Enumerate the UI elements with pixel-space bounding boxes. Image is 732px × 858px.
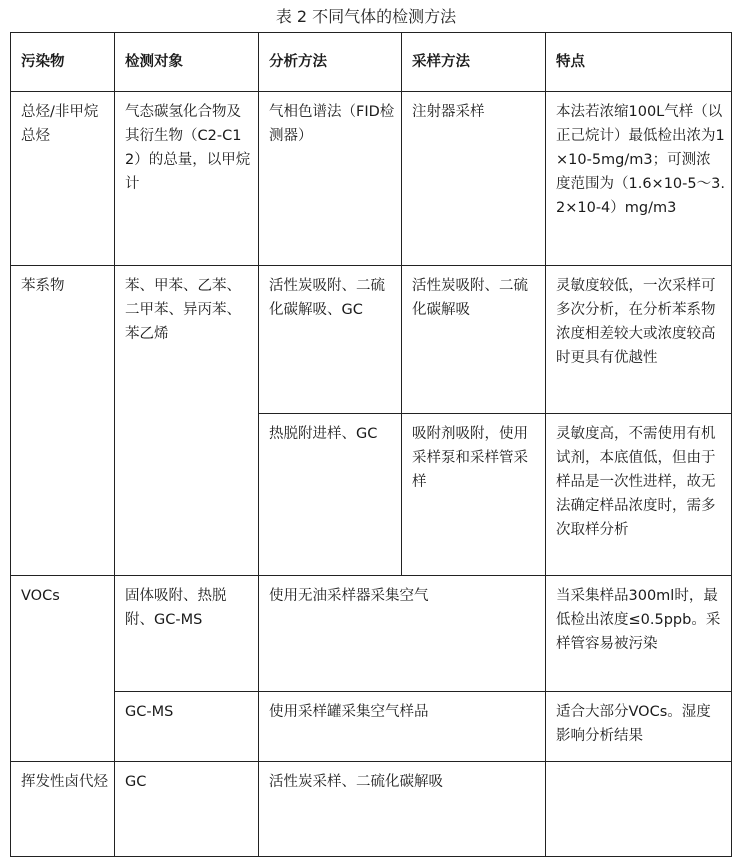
cell-pollutant: 苯系物 xyxy=(11,266,115,576)
cell-sampling: 吸附剂吸附，使用采样泵和采样管采样 xyxy=(402,414,546,576)
cell-target: 固体吸附、热脱附、GC-MS xyxy=(115,576,259,692)
cell-feature: 当采集样品300ml时，最低检出浓度≤0.5ppb。采样管容易被污染 xyxy=(546,576,732,692)
cell-sampling: 活性炭吸附、二硫化碳解吸 xyxy=(402,266,546,414)
header-sampling: 采样方法 xyxy=(402,33,546,92)
header-feature: 特点 xyxy=(546,33,732,92)
header-analysis: 分析方法 xyxy=(259,33,402,92)
table-row xyxy=(11,692,732,762)
header-pollutant: 污染物 xyxy=(11,33,115,92)
cell-method: 活性炭采样、二硫化碳解吸 xyxy=(259,762,546,857)
cell-method: 使用采样罐采集空气样品 xyxy=(259,692,546,762)
cell-feature: 本法若浓缩100L气样（以正己烷计）最低检出浓为1×10-5mg/m3；可测浓度范围为（1.6×10-5～3.2×10-4）mg/m3 xyxy=(546,92,732,266)
cell-target: GC xyxy=(115,762,259,857)
table-row xyxy=(11,92,732,266)
cell-analysis: 气相色谱法（FID检测器） xyxy=(259,92,402,266)
header-target: 检测对象 xyxy=(115,33,259,92)
table-row xyxy=(11,762,732,857)
table-caption: 表 2 不同气体的检测方法 xyxy=(275,7,457,26)
cell-target: 苯、甲苯、乙苯、二甲苯、异丙苯、苯乙烯 xyxy=(115,266,259,576)
table-row xyxy=(11,576,732,692)
cell-pollutant: 挥发性卤代烃 xyxy=(11,762,115,857)
cell-feature xyxy=(546,762,732,857)
cell-sampling: 注射器采样 xyxy=(402,92,546,266)
cell-method: 使用无油采样器采集空气 xyxy=(259,576,546,692)
cell-feature: 适合大部分VOCs。湿度影响分析结果 xyxy=(546,692,732,762)
cell-analysis: 活性炭吸附、二硫化碳解吸、GC xyxy=(259,266,402,414)
cell-target: GC-MS xyxy=(115,692,259,762)
cell-pollutant: VOCs xyxy=(11,576,115,762)
cell-feature: 灵敏度高，不需使用有机试剂，本底值低，但由于样品是一次性进样，故无法确定样品浓度时，需多次取样分析 xyxy=(546,414,732,576)
cell-analysis: 热脱附进样、GC xyxy=(259,414,402,576)
detection-methods-table xyxy=(10,32,732,857)
cell-pollutant: 总烃/非甲烷总烃 xyxy=(11,92,115,266)
cell-target: 气态碳氢化合物及其衍生物（C2-C12）的总量，以甲烷计 xyxy=(115,92,259,266)
table-row xyxy=(11,266,732,414)
table-header-row xyxy=(11,33,732,92)
cell-feature: 灵敏度较低，一次采样可多次分析，在分析苯系物浓度相差较大或浓度较高时更具有优越性 xyxy=(546,266,732,414)
